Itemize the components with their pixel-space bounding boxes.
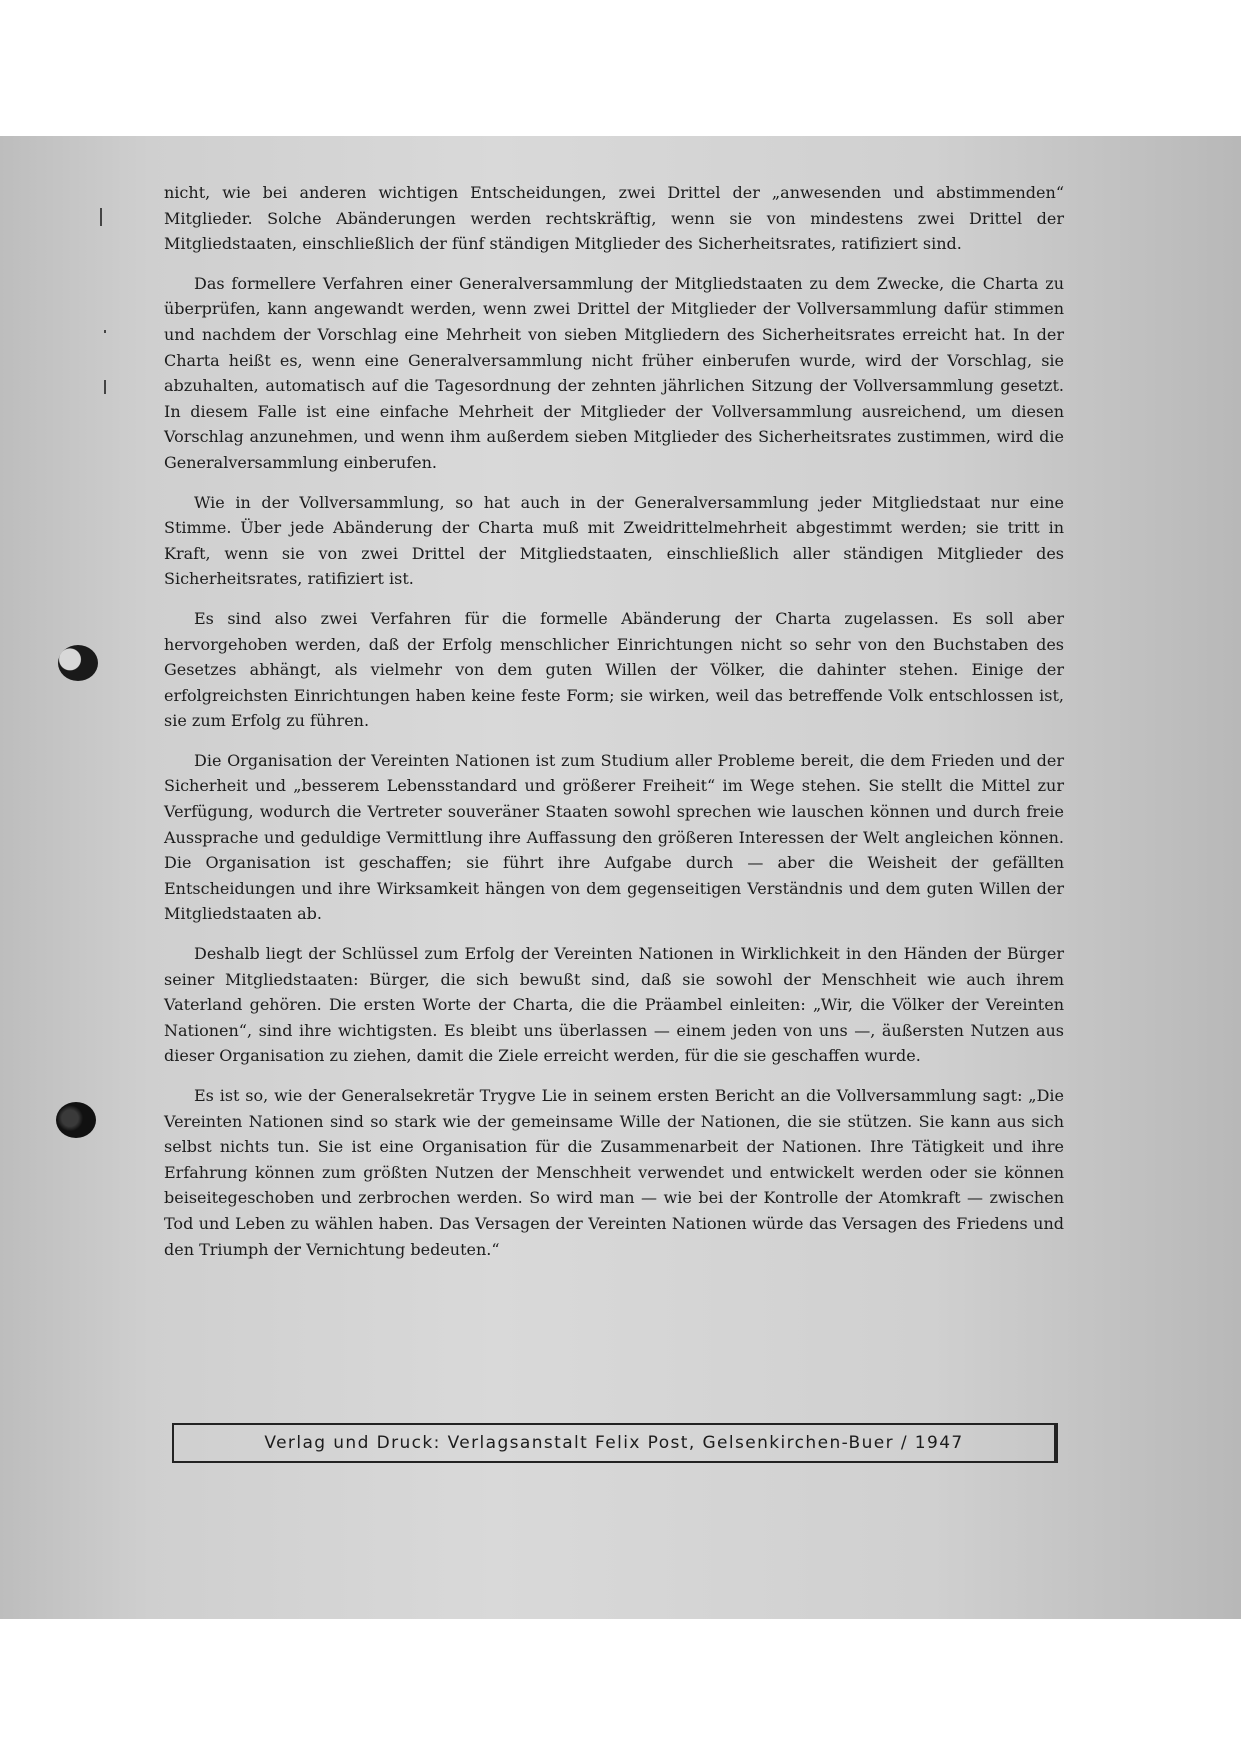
punch-hole-bottom [56,1102,96,1138]
paragraph: Die Organisation der Vereinten Nationen ist zum Studium aller Probleme bereit, die dem Frieden und der Sicherheit und „besserem Lebensstandard und größerer Freiheit“ im Wege stehen. Sie stellt die Mittel zur Verfügung, wodurch die Vertreter souveräner Staaten sowohl sprechen wie lauschen können und durch freie Aussprache und geduldige Vermittlung ihre Auffassung den größeren Interessen der Welt angleichen können. Die Organisation ist geschaffen; sie führt ihre Aufgabe durch — aber die Weisheit der gefällten Entscheidungen und ihre Wirksamkeit hängen von dem gegenseitigen Verständnis und dem guten Willen der Mitgliedstaaten ab. [164,750,1064,924]
paragraph: Wie in der Vollversammlung, so hat auch in der Generalversammlung jeder Mitgliedstaat nur eine Stimme. Über jede Abänderung der Charta muß mit Zweidrittelmehrheit abgestimmt werden; sie tritt in Kraft, wenn sie von zwei Drittel der Mitgliedstaaten, einschließlich aller ständigen Mitglieder des Sicherheitsrates, ratifiziert ist. [164,492,1064,589]
scan-mark [104,380,106,394]
paragraph: Das formellere Verfahren einer Generalversammlung der Mitgliedstaaten zu dem Zwecke, die Charta zu überprüfen, kann angewandt werden, wenn zwei Drittel der Mitglieder der Vollversammlung dafür stimmen und nachdem der Vorschlag eine Mehrheit von sieben Mitgliedern des Sicherheitsrates erreicht hat. In der Charta heißt es, wenn eine Generalversammlung nicht früher einberufen wurde, wird der Vorschlag, sie abzuhalten, automatisch auf die Tagesordnung der zehnten jährlichen Sitzung der Vollversammlung gesetzt. In diesem Falle ist eine einfache Mehrheit der Mitglieder der Vollversammlung ausreichend, um diesen Vorschlag anzunehmen, und wenn ihm außerdem sieben Mitglieder des Sicherheitsrates zustimmen, wird die Generalversammlung einberufen. [164,273,1064,472]
scan-mark [100,208,102,226]
scan-mark [104,330,106,333]
paragraph: Deshalb liegt der Schlüssel zum Erfolg der Vereinten Nationen in Wirklichkeit in den Händen der Bürger seiner Mitgliedstaaten: Bürger, die sich bewußt sind, daß sie sowohl der Menschheit wie auch ihrem Vaterland gehören. Die ersten Worte der Charta, die die Präambel einleiten: „Wir, die Völker der Vereinten Nationen“, sind ihre wichtigsten. Es bleibt uns überlassen — einem jeden von uns —, äußersten Nutzen aus dieser Organisation zu ziehen, damit die Ziele erreicht werden, für die sie geschaffen wurde. [164,944,1064,1066]
punch-hole-top [58,645,98,681]
body-text [164,180,1064,1276]
paragraph: Es ist so, wie der Generalsekretär Trygve Lie in seinem ersten Bericht an die Vollversammlung sagt: „Die Vereinten Nationen sind so stark wie der gemeinsame Wille der Nationen, die sie stützen. Sie kann aus sich selbst nichts tun. Sie ist eine Organisation für die Zusammenarbeit der Nationen. Ihre Tätigkeit und ihre Erfahrung können zum größten Nutzen der Menschheit verwendet und entwickelt werden oder sie können beiseitegeschoben und zerbrochen werden. So wird man — wie bei der Kontrolle der Atomkraft — zwischen Tod und Leben zu wählen haben. Das Versagen der Vereinten Nationen würde das Versagen des Friedens und den Triumph der Vernichtung bedeuten.“ [164,1086,1064,1259]
paragraph: Es sind also zwei Verfahren für die formelle Abänderung der Charta zugelassen. Es soll aber hervorgehoben werden, daß der Erfolg menschlicher Einrichtungen nicht so sehr von den Buchstaben des Gesetzes abhängt, als vielmehr von dem guten Willen der Völker, die dahinter stehen. Einige der erfolgreichsten Einrichtungen haben keine feste Form; sie wirken, weil das betreffende Volk entschlossen ist, sie zum Erfolg zu führen. [164,608,1064,731]
publisher-imprint: Verlag und Druck: Verlagsanstalt Felix Post, Gelsenkirchen-Buer / 1947 [172,1423,1058,1463]
paragraph: nicht, wie bei anderen wichtigen Entscheidungen, zwei Drittel der „anwesenden und abstimmenden“ Mitglieder. Solche Abänderungen werden rechtskräftig, wenn sie von mindestens zwei Drittel der Mitgliedstaaten, einschließlich der fünf ständigen Mitglieder des Sicherheitsrates, ratifiziert sind. [164,183,1064,254]
